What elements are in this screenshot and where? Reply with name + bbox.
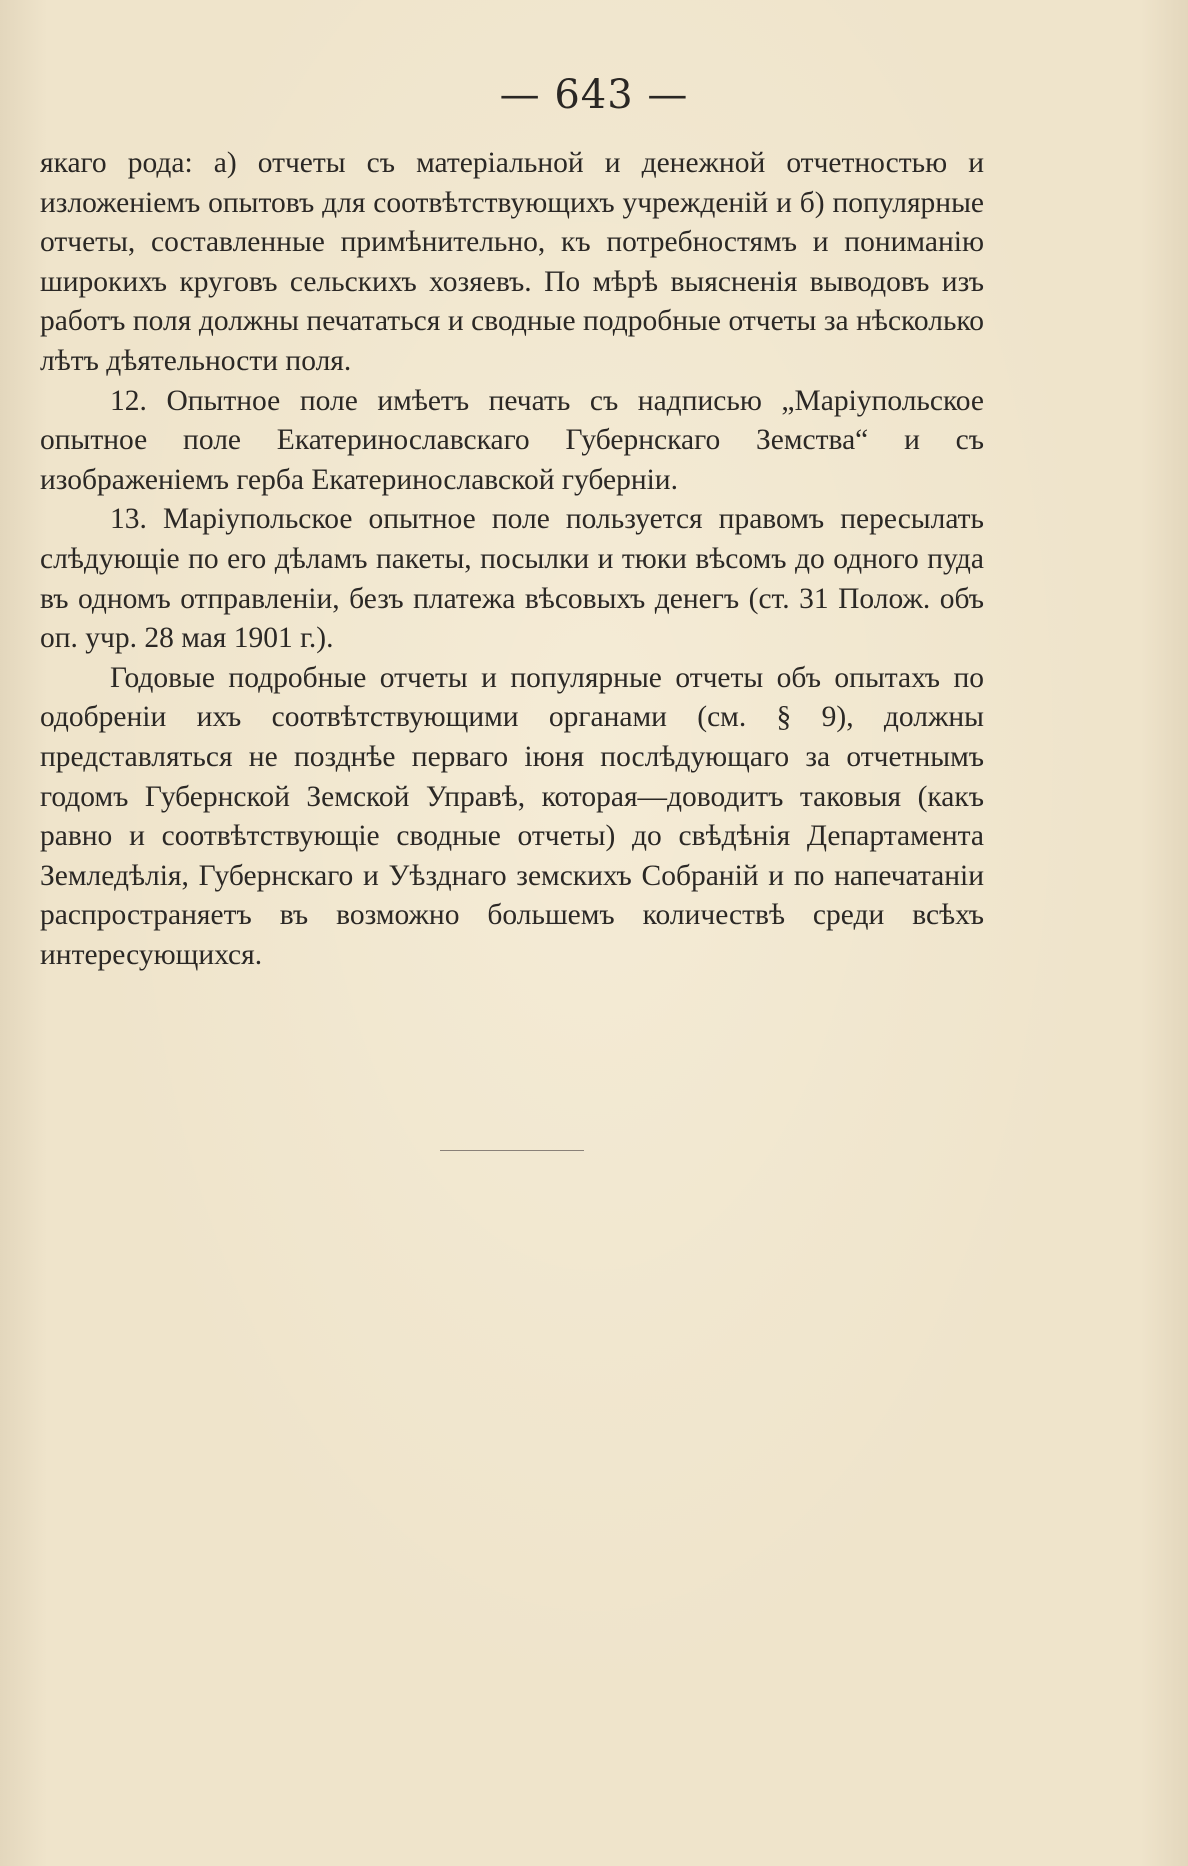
paragraph-annual-reports: Годовые подробные отчеты и популярные отчеты объ опытахъ по одобреніи ихъ соотвѣтствующими органами (см. § 9), должны представляться не позднѣе перваго іюня послѣдующаго за отчетнымъ годомъ Губернской Земской Управѣ, которая—доводитъ таковыя (какъ равно и соотвѣтствующіе сводные отчеты) до свѣдѣнія Департамента Земледѣлія, Губернскаго и Уѣзднаго земскихъ Собраній и по напечатаніи распространяетъ въ возможно большемъ количествѣ среди всѣхъ интересующихся. xyxy=(40,661,984,971)
paragraph-13-postage: 13. Маріупольское опытное поле пользуется правомъ пересылать слѣдующіе по его дѣламъ пакеты, посылки и тюки вѣсомъ до одного пуда въ одномъ отправленіи, безъ платежа вѣсовыхъ денегъ (ст. 31 Полож. объ оп. учр. 28 мая 1901 г.). xyxy=(40,503,984,655)
paragraph-reports: якаго рода: а) отчеты съ матеріальной и денежной отчетностью и изложеніемъ опытовъ для соотвѣтствующихъ учрежденій и б) популярные отчеты, составленные примѣнительно, къ потребностямъ и пониманію широкихъ круговъ сельскихъ хозяевъ. По мѣрѣ выясненія выводовъ изъ работъ поля должны печататься и сводные подробные отчеты за нѣсколько лѣтъ дѣятельности поля. xyxy=(40,147,984,377)
page-number: — 643 — xyxy=(499,72,689,118)
paragraph-12-seal: 12. Опытное поле имѣетъ печать съ надписью „Маріупольское опытное поле Екатеринославскаго Губернскаго Земства“ и съ изображеніемъ герба Екатеринославской губерніи. xyxy=(40,384,984,496)
section-divider xyxy=(440,1150,584,1151)
body-text xyxy=(40,144,984,975)
